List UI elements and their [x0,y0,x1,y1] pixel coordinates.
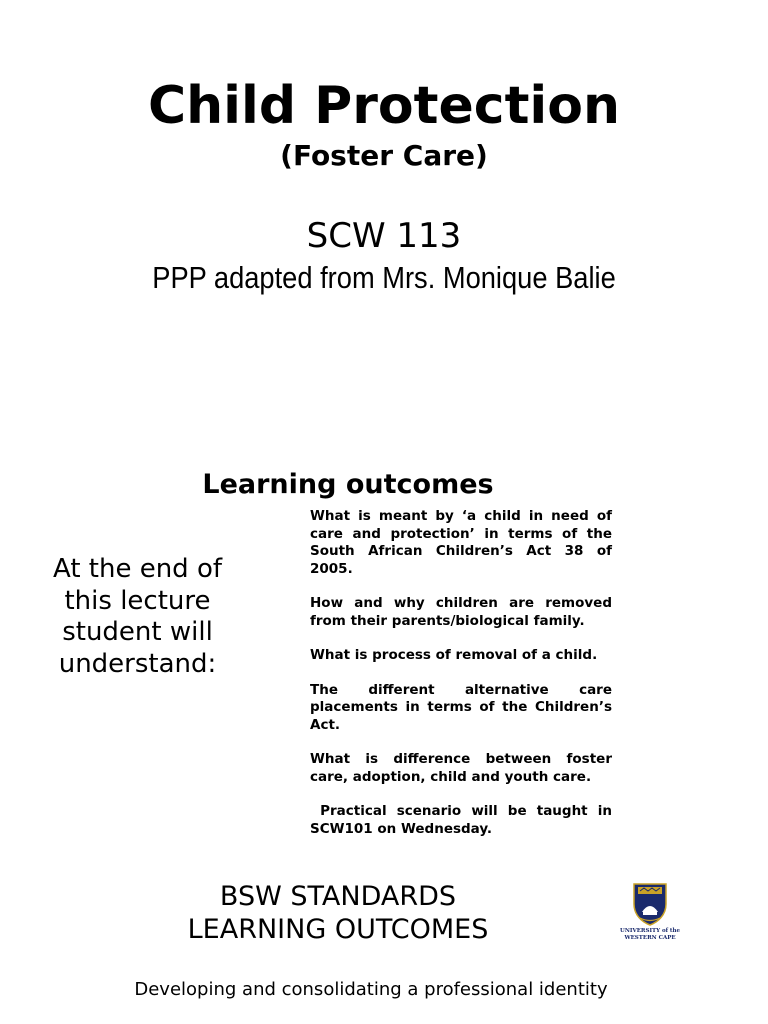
logo-caption-line2: WESTERN CAPE [624,935,676,941]
logo-caption-line1: UNIVERSITY of the [620,928,680,934]
bsw-heading-line1: BSW STANDARDS [219,881,457,912]
course-code: SCW 113 [306,216,462,256]
bsw-standards-heading [150,880,526,946]
attribution: PPP adapted from Mrs. Monique Balie [152,260,616,295]
list-item: What is meant by ‘a child in need of care and protection’ in terms of the South African Children’s Act 38 of 2005. [310,508,612,577]
list-item: How and why children are removed from their parents/biological family. [310,595,612,629]
page-title: Child Protection [147,76,620,136]
bsw-heading-line2: LEARNING OUTCOMES [187,914,489,945]
intro-text: At the end of this lecture student will understand: [52,554,223,679]
list-item: What is difference between foster care, adoption, child and youth care. [310,751,612,785]
list-item: The different alternative care placements in terms of the Children’s Act. [310,681,612,733]
university-logo [620,882,680,948]
crest-icon [632,882,668,926]
professional-identity-text: Developing and consolidating a professional identity [134,979,608,1000]
subtitle: (Foster Care) [280,139,488,172]
outcomes-list [310,508,617,855]
learning-outcomes-heading: Learning outcomes [202,469,494,500]
list-item: Practical scenario will be taught in SCW101 on Wednesday. [310,803,617,837]
list-item: What is process of removal of a child. [310,647,598,663]
